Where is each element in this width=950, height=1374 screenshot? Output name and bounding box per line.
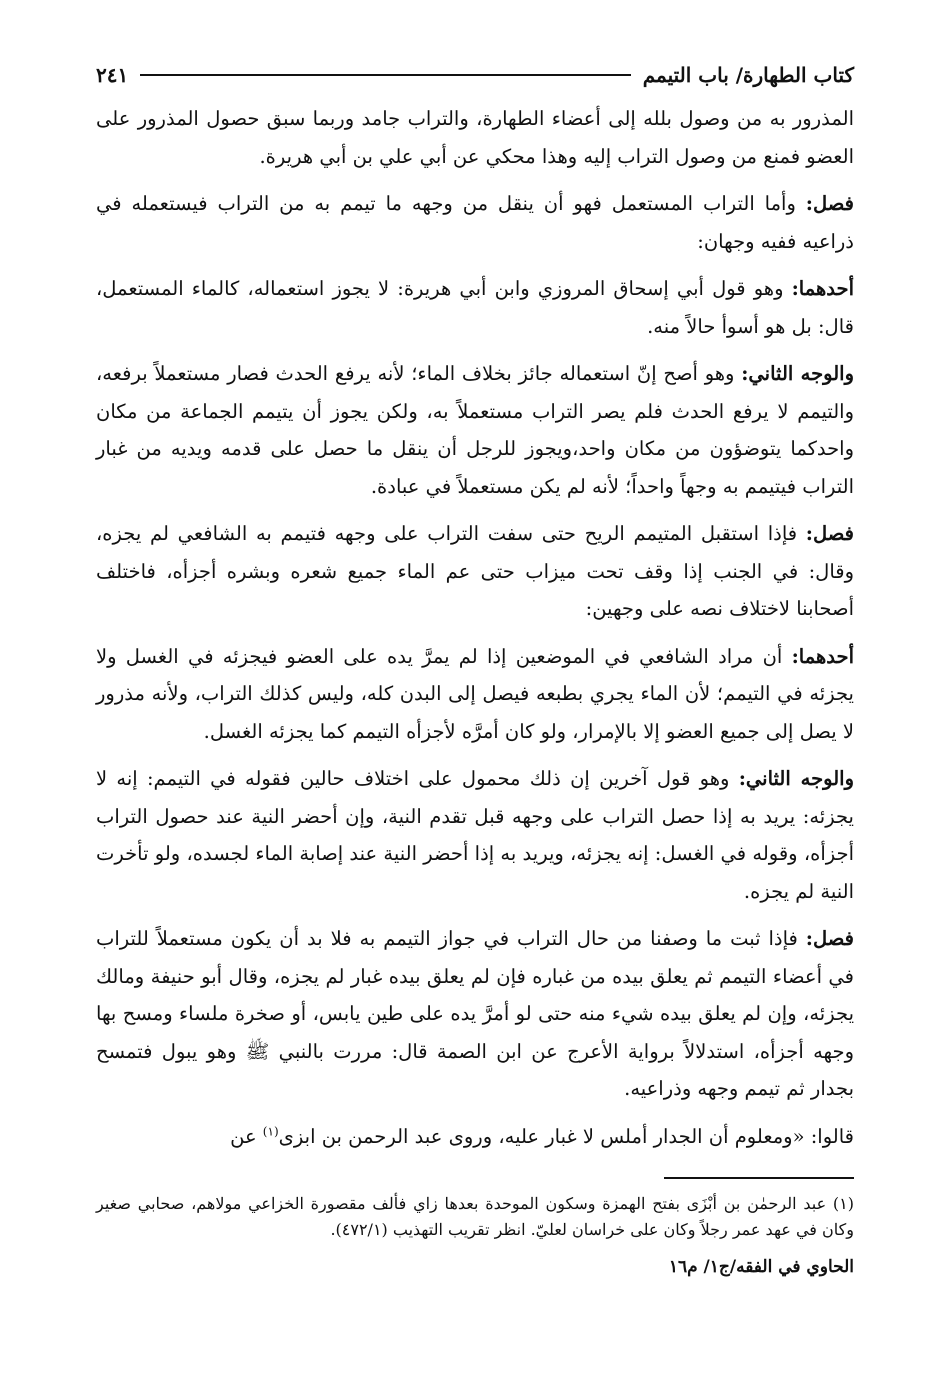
running-header [96,58,854,92]
footnote: (١) عبد الرحمٰن بن أبْزَى بفتح الهمزة وسكون الموحدة بعدها زاي فألف مقصورة الخزاعي مولاهم، صحابي صغير وكان في عهد عمر رجلاً وكان على خراسان لعليّ. انظر تقريب التهذيب (٤٧٢/١). [96,1194,854,1239]
paragraph-lead: فصل: [805,522,854,545]
paragraph [96,638,854,751]
paragraph [96,185,854,260]
body-text [96,100,854,1155]
paragraph-lead: أحدهما: [791,644,854,668]
volume-signature: الحاوي في الفقه/ج١/ م١٦ [668,1257,854,1277]
paragraph-lead: والوجه الثاني: [738,767,854,790]
page-number: ٢٤١ [96,63,129,87]
paragraph-text: أن مراد الشافعي في الموضعين إذا لم يمرَّ يده على العضو فيجزئه في الغسل ولا يجزئه في التيمم؛ لأن الماء يجري بطبعه فيصل إلى البدن كله، وليس كذلك التراب، ولأنه مذرور لا يصل إلى جميع العضو إلا بالإمرار، ولو كان أمرَّه لأجزأه التيمم كما يجزئه الغسل. [96,644,854,743]
paragraph-text: وهو قول آخرين إن ذلك محمول على اختلاف حالين فقوله في التيمم: إنه لا يجزئه: يريد به إذا حصل التراب على وجهه قبل تقدم النية، وإن أحضر النية عند حصول التراب أجزأه، وقوله في الغسل: إنه يجزئه، ويريد به إذا أحضر النية عند إصابة الماء لجسده، ولو تأخرت النية لم يجزه. [96,767,854,903]
paragraph-text: فإذا ثبت ما وصفنا من حال التراب في جواز التيمم به فلا بد أن يكون مستعملاً للتراب في أعضاء التيمم ثم يعلق بيده من غباره فإن لم يعلق بيده غبار لم يجزه، وقال أبو حنيفة ومالك يجزئه، وإن لم يعلق بيده شيء منه حتى لو أمرَّ يده على طين يابس، أو صخرة ملساء ومسح بها وجهه أجزأه، استدلالاً برواية الأعرج عن ابن الصمة قال: مررت بالنبي ﷺ وهو يبول فتمسح بجدار ثم تيمم وجهه وذراعيه. [96,927,854,1100]
paragraph-text: فإذا استقبل المتيمم الريح حتى سفت التراب على وجهه فتيمم به الشافعي لم يجزه، وقال: في الجنب إذا وقف تحت ميزاب حتى عم الماء جميع شعره وبشره أجزأه، فاختلف أصحابنا لاختلاف نصه على وجهين: [96,522,854,620]
paragraph [96,355,854,505]
paragraph [96,760,854,910]
footnote-reference[interactable]: (١) [262,1124,279,1138]
paragraph-last-line [96,1118,854,1156]
paragraph [96,920,854,1108]
paragraph [96,270,854,345]
paragraph-text: وهو أصح إنّ استعماله جائز بخلاف الماء؛ لأنه يرفع الحدث فصار مستعملاً برفعه، والتيمم لا يرفع الحدث فلم يصر التراب مستعملاً به، ولكن يجوز أن يتيمم الجماعة من مكان واحدكما يتوضؤون من مكان واحد،ويجوز للرجل أن ينقل ما حصل على قدمه ويديه من غبار التراب فيتيمم به وجهاً واحداً؛ لأنه لم يكن مستعملاً في عبادة. [96,362,854,498]
paragraph-lead: أحدهما: [791,277,854,300]
last-line-text: قالوا: «ومعلوم أن الجدار أملس لا غبار عليه، وروى عبد الرحمن بن ابزى [278,1124,854,1148]
book-page [96,58,854,1334]
paragraph-lead: والوجه الثاني: [741,362,854,385]
paragraph-text: وهو قول أبي إسحاق المروزي وابن أبي هريرة: لا يجوز استعماله، كالماء المستعمل، قال: بل هو أسوأ حالاً منه. [96,277,854,338]
chapter-title: كتاب الطهارة/ باب التيمم [642,63,854,87]
paragraph [96,100,854,175]
footnote-rule [664,1177,854,1179]
paragraph [96,515,854,628]
paragraph-lead: فصل: [805,192,854,215]
last-line-suffix: عن [230,1124,263,1148]
header-rule [140,74,631,76]
paragraph-text: المذرور به من وصول بلله إلى أعضاء الطهارة، والتراب جامد وربما سبق حصول المذرور على العضو فمنع من وصول التراب إليه وهذا محكي عن أبي علي بن أبي هريرة. [96,107,854,168]
paragraph-text: وأما التراب المستعمل فهو أن ينقل من وجهه ما تيمم به من التراب فيستعمله في ذراعيه ففيه وجهان: [96,192,854,253]
paragraph-lead: فصل: [805,927,854,950]
